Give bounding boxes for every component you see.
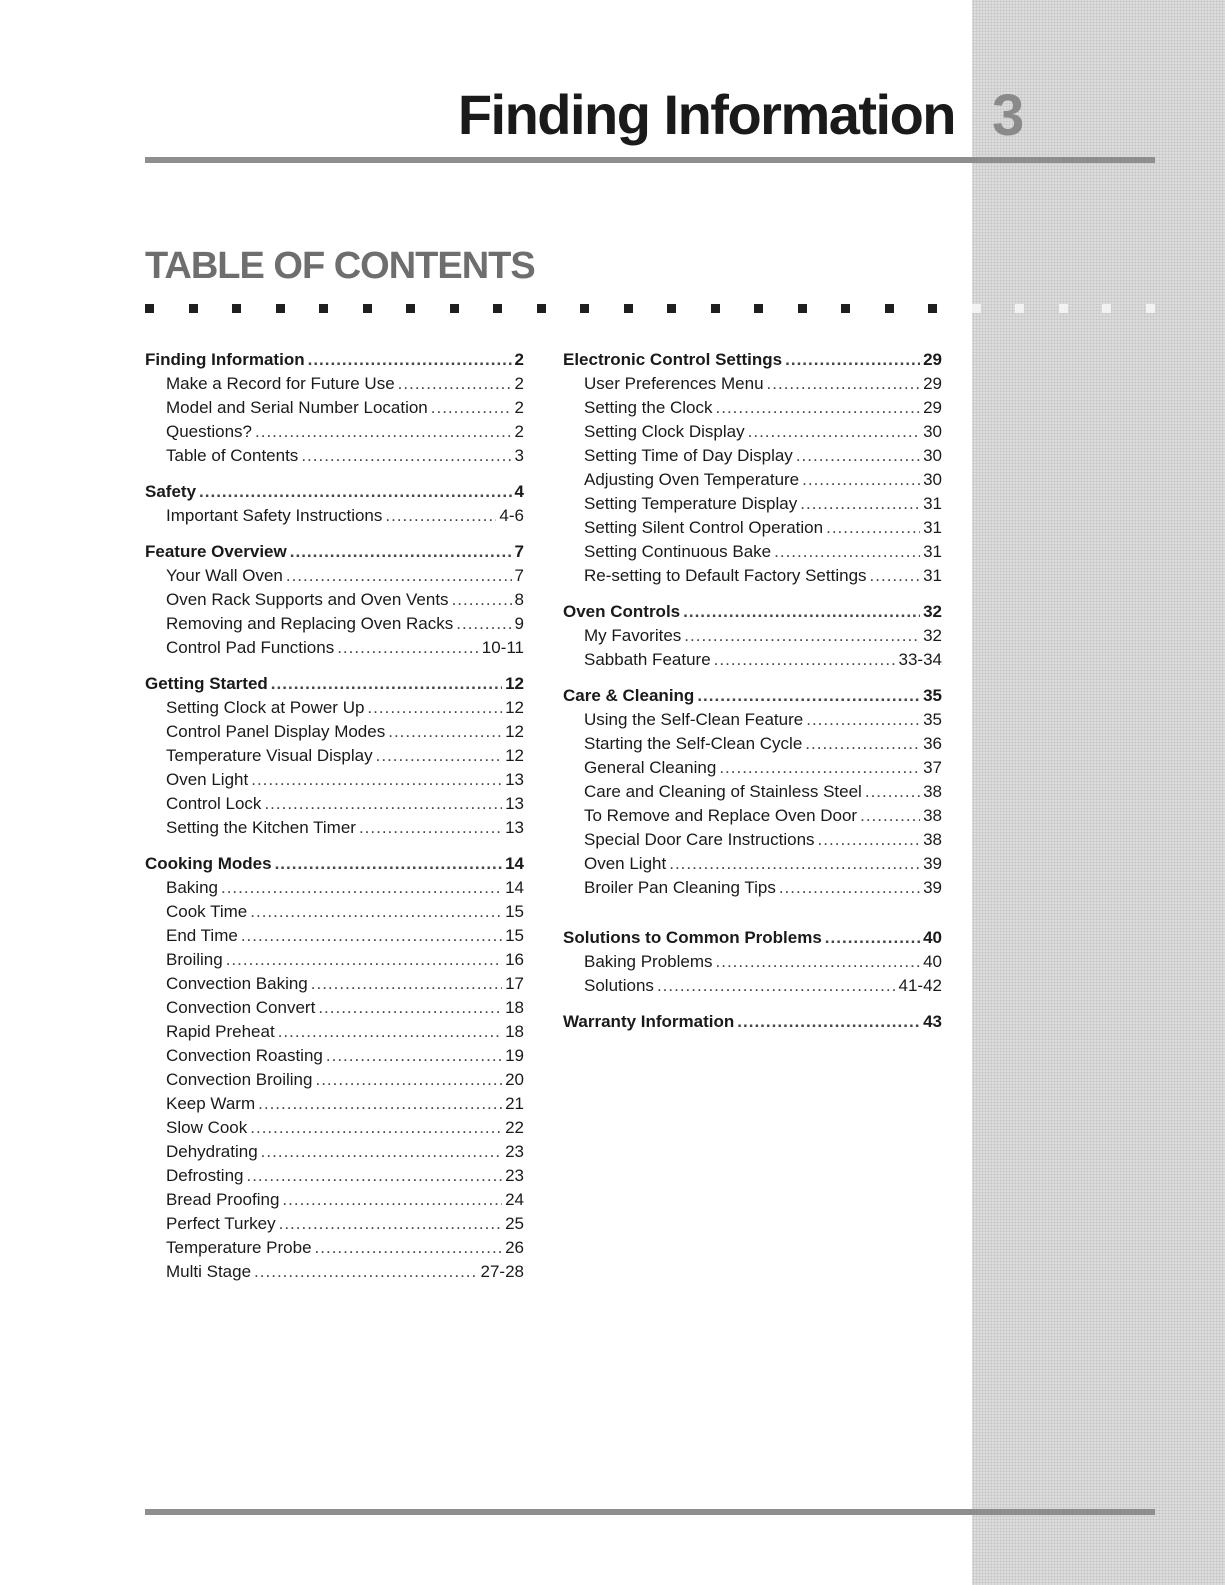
dot-leader: [367, 698, 502, 718]
toc-entry-label: Oven Light: [166, 770, 249, 789]
toc-entry-label: Setting Clock at Power Up: [166, 698, 365, 717]
dot-leader: [805, 734, 920, 754]
dot-leader: [279, 1214, 502, 1234]
toc-page-number: 33-34: [898, 650, 942, 669]
toc-entry-label: Baking Problems: [584, 952, 713, 971]
dot-leader: [865, 782, 920, 802]
toc-page-number: 43: [923, 1012, 942, 1031]
toc-entry[interactable]: [145, 1238, 524, 1262]
toc-entry-label: Convection Broiling: [166, 1070, 313, 1089]
toc-entry[interactable]: [145, 926, 524, 950]
toc-page-number: 2: [514, 374, 524, 393]
toc-entry-label: Control Lock: [166, 794, 262, 813]
toc-page-number: 18: [505, 998, 524, 1017]
dot-leader: [308, 350, 512, 370]
toc-entry-label: Cook Time: [166, 902, 248, 921]
toc-page-number: 31: [923, 542, 942, 561]
toc-entry-label: Feature Overview: [145, 542, 287, 561]
toc-page-number: 15: [505, 926, 524, 945]
dot-leader: [258, 1094, 502, 1114]
toc-entry[interactable]: [563, 470, 942, 494]
dot-leader: [779, 878, 920, 898]
toc-entry-label: Convection Baking: [166, 974, 308, 993]
toc-entry-label: Your Wall Oven: [166, 566, 283, 585]
toc-entry-label: Cooking Modes: [145, 854, 272, 873]
toc-entry-label: Special Door Care Instructions: [584, 830, 815, 849]
divider-square: [232, 304, 241, 313]
toc-page-number: 2: [514, 350, 524, 369]
toc-entry[interactable]: [563, 398, 942, 422]
toc-entry-label: Convection Roasting: [166, 1046, 323, 1065]
toc-entry[interactable]: [145, 998, 524, 1022]
toc-section-heading[interactable]: [563, 928, 942, 952]
dot-leader: [275, 854, 503, 874]
toc-entry[interactable]: [563, 446, 942, 470]
toc-page-number: 32: [923, 602, 942, 621]
dot-leader: [452, 590, 512, 610]
toc-page-number: 31: [923, 566, 942, 585]
toc-page-number: 39: [923, 878, 942, 897]
toc-entry[interactable]: [145, 974, 524, 998]
toc-entry[interactable]: [145, 1070, 524, 1094]
toc-entry-label: Setting Time of Day Display: [584, 446, 793, 465]
square-divider: [145, 304, 1155, 314]
toc-entry-label: Temperature Probe: [166, 1238, 312, 1257]
toc-entry-label: Setting Silent Control Operation: [584, 518, 824, 537]
toc-section: [145, 350, 524, 470]
toc-page-number: 40: [923, 952, 942, 971]
toc-page-number: 35: [923, 710, 942, 729]
dot-leader: [251, 770, 502, 790]
toc-page-number: 39: [923, 854, 942, 873]
toc-entry[interactable]: [563, 782, 942, 806]
divider-square: [667, 304, 676, 313]
toc-entry-label: Broiler Pan Cleaning Tips: [584, 878, 776, 897]
toc-entry-label: Slow Cook: [166, 1118, 248, 1137]
toc-entry[interactable]: [145, 746, 524, 770]
toc-section-heading[interactable]: [145, 542, 524, 566]
dot-leader: [714, 650, 896, 670]
toc-entry[interactable]: [145, 422, 524, 446]
toc-entry[interactable]: [145, 1142, 524, 1166]
toc-section: [563, 350, 942, 590]
toc-page-number: 13: [505, 794, 524, 813]
dot-leader: [337, 638, 479, 658]
toc-section: [563, 602, 942, 674]
toc-entry-label: Finding Information: [145, 350, 305, 369]
toc-page-number: 38: [923, 782, 942, 801]
toc-page-number: 30: [923, 470, 942, 489]
divider-square: [363, 304, 372, 313]
toc-entry-label: General Cleaning: [584, 758, 717, 777]
toc-page-number: 23: [505, 1142, 524, 1161]
toc-entry[interactable]: [563, 650, 942, 674]
toc-section: [145, 482, 524, 530]
dot-leader: [697, 686, 920, 706]
toc-entry-label: Bread Proofing: [166, 1190, 280, 1209]
toc-entry[interactable]: [563, 710, 942, 734]
toc-page-number: 2: [514, 398, 524, 417]
divider-square: [189, 304, 198, 313]
toc-entry-label: Table of Contents: [166, 446, 299, 465]
toc-entry[interactable]: [145, 506, 524, 530]
toc-page-number: 12: [505, 722, 524, 741]
toc-entry-label: Broiling: [166, 950, 223, 969]
toc-entry[interactable]: [145, 794, 524, 818]
divider-square: [145, 304, 154, 313]
dot-leader: [456, 614, 511, 634]
dot-leader: [800, 494, 920, 514]
toc-entry[interactable]: [145, 770, 524, 794]
toc-page-number: 7: [514, 542, 524, 561]
toc-entry-label: Perfect Turkey: [166, 1214, 276, 1233]
divider-square: [972, 304, 981, 313]
toc-page-number: 7: [514, 566, 524, 585]
divider-square: [493, 304, 502, 313]
toc-entry-label: End Time: [166, 926, 238, 945]
toc-page-number: 12: [505, 746, 524, 765]
toc-entry-label: Electronic Control Settings: [563, 350, 783, 369]
toc-entry[interactable]: [145, 1094, 524, 1118]
toc-entry-label: Model and Serial Number Location: [166, 398, 428, 417]
toc-section: [145, 674, 524, 842]
dot-leader: [767, 374, 921, 394]
toc-entry-label: Adjusting Oven Temperature: [584, 470, 800, 489]
toc-entry[interactable]: [145, 446, 524, 470]
toc-page-number: 20: [505, 1070, 524, 1089]
dot-leader: [684, 626, 920, 646]
dot-leader: [669, 854, 920, 874]
dot-leader: [246, 1166, 502, 1186]
dot-leader: [226, 950, 502, 970]
toc-page-number: 18: [505, 1022, 524, 1041]
toc-page-number: 37: [923, 758, 942, 777]
toc-entry-label: Re-setting to Default Factory Settings: [584, 566, 867, 585]
dot-leader: [774, 542, 920, 562]
toc-entry-label: Questions?: [166, 422, 252, 441]
dot-leader: [282, 1190, 502, 1210]
divider-square: [406, 304, 415, 313]
toc-entry-label: Sabbath Feature: [584, 650, 711, 669]
divider-square: [1102, 304, 1111, 313]
toc-section-heading[interactable]: [563, 1012, 942, 1036]
toc-section: [563, 928, 942, 1000]
dot-leader: [785, 350, 920, 370]
toc-entry[interactable]: [563, 976, 942, 1000]
toc-entry-label: Solutions to Common Problems: [563, 928, 822, 947]
toc-page-number: 27-28: [480, 1262, 524, 1281]
toc-entry[interactable]: [145, 614, 524, 638]
toc-page-number: 22: [505, 1118, 524, 1137]
dot-leader: [250, 902, 502, 922]
toc-page-number: 31: [923, 494, 942, 513]
dot-leader: [318, 998, 502, 1018]
toc-page-number: 29: [923, 398, 942, 417]
divider-square: [624, 304, 633, 313]
dot-leader: [737, 1012, 920, 1032]
toc-page-number: 2: [514, 422, 524, 441]
toc-page-number: 12: [505, 674, 524, 693]
top-rule: [145, 157, 1155, 163]
toc-page-number: 13: [505, 770, 524, 789]
toc-entry[interactable]: [145, 1166, 524, 1190]
toc-entry-label: Starting the Self-Clean Cycle: [584, 734, 803, 753]
toc-entry[interactable]: [563, 878, 942, 902]
toc-page-number: 26: [505, 1238, 524, 1257]
toc-page-number: 32: [923, 626, 942, 645]
toc-page-number: 14: [505, 878, 524, 897]
dot-leader: [802, 470, 920, 490]
dot-leader: [290, 542, 512, 562]
toc-entry-label: Make a Record for Future Use: [166, 374, 395, 393]
toc-entry-label: My Favorites: [584, 626, 682, 645]
dot-leader: [388, 722, 502, 742]
toc-entry[interactable]: [563, 542, 942, 566]
divider-square: [319, 304, 328, 313]
dot-leader: [796, 446, 920, 466]
toc-entry[interactable]: [563, 374, 942, 398]
toc-entry[interactable]: [145, 1190, 524, 1214]
toc-page-number: 30: [923, 422, 942, 441]
toc-entry[interactable]: [563, 830, 942, 854]
toc-entry-label: Rapid Preheat: [166, 1022, 275, 1041]
bottom-rule: [145, 1509, 1155, 1515]
toc-entry-label: Setting Temperature Display: [584, 494, 798, 513]
toc-page-number: 23: [505, 1166, 524, 1185]
toc-entry-label: Setting the Kitchen Timer: [166, 818, 356, 837]
toc-entry-label: Care and Cleaning of Stainless Steel: [584, 782, 862, 801]
toc-entry[interactable]: [563, 494, 942, 518]
toc-heading: TABLE OF CONTENTS: [145, 245, 535, 287]
toc-entry-label: Care & Cleaning: [563, 686, 695, 705]
toc-page-number: 8: [514, 590, 524, 609]
toc-entry[interactable]: [563, 422, 942, 446]
toc-page-number: 40: [923, 928, 942, 947]
toc-page-number: 30: [923, 446, 942, 465]
toc-entry[interactable]: [145, 722, 524, 746]
toc-entry-label: Defrosting: [166, 1166, 244, 1185]
dot-leader: [398, 374, 512, 394]
toc-entry-label: Convection Convert: [166, 998, 316, 1017]
toc-page-number: 4: [514, 482, 524, 501]
dot-leader: [657, 976, 896, 996]
toc-page-number: 29: [923, 350, 942, 369]
dot-leader: [241, 926, 502, 946]
toc-section-heading[interactable]: [145, 350, 524, 374]
divider-square: [1146, 304, 1155, 313]
divider-square: [754, 304, 763, 313]
toc-entry[interactable]: [145, 1118, 524, 1142]
divider-square: [450, 304, 459, 313]
toc-entry[interactable]: [145, 902, 524, 926]
toc-page-number: 13: [505, 818, 524, 837]
dot-leader: [818, 830, 921, 850]
dot-leader: [860, 806, 920, 826]
dot-leader: [683, 602, 920, 622]
toc-entry-label: Safety: [145, 482, 197, 501]
toc-page-number: 16: [505, 950, 524, 969]
toc-entry[interactable]: [563, 952, 942, 976]
toc-entry[interactable]: [563, 626, 942, 650]
toc-entry[interactable]: [145, 566, 524, 590]
toc-entry-label: Using the Self-Clean Feature: [584, 710, 804, 729]
toc-entry[interactable]: [145, 698, 524, 722]
dot-leader: [326, 1046, 502, 1066]
toc-page-number: 41-42: [898, 976, 942, 995]
toc-page-number: 19: [505, 1046, 524, 1065]
toc-page-number: 21: [505, 1094, 524, 1113]
toc-page-number: 17: [505, 974, 524, 993]
toc-entry-label: Oven Light: [584, 854, 667, 873]
toc-section-heading[interactable]: [145, 674, 524, 698]
divider-square: [928, 304, 937, 313]
toc-entry-label: Oven Rack Supports and Oven Vents: [166, 590, 449, 609]
dot-leader: [301, 446, 511, 466]
toc-entry[interactable]: [145, 398, 524, 422]
toc-entry[interactable]: [145, 818, 524, 842]
side-tab-band: [972, 0, 1225, 1585]
toc-page-number: 38: [923, 806, 942, 825]
dot-leader: [716, 952, 921, 972]
dot-leader: [311, 974, 502, 994]
toc-entry-label: Setting Continuous Bake: [584, 542, 772, 561]
toc-right-column: [563, 350, 942, 1048]
toc-section-heading[interactable]: [145, 854, 524, 878]
toc-entry-label: To Remove and Replace Oven Door: [584, 806, 858, 825]
toc-entry[interactable]: [145, 1046, 524, 1070]
toc-section-heading[interactable]: [563, 350, 942, 374]
toc-entry-label: Oven Controls: [563, 602, 681, 621]
divider-square: [1015, 304, 1024, 313]
toc-page-number: 15: [505, 902, 524, 921]
toc-entry-label: Setting the Clock: [584, 398, 713, 417]
toc-entry[interactable]: [563, 566, 942, 590]
toc-entry-label: Keep Warm: [166, 1094, 256, 1113]
toc-section: [563, 686, 942, 902]
toc-section: [145, 542, 524, 662]
toc-page-number: 3: [514, 446, 524, 465]
dot-leader: [719, 758, 920, 778]
toc-section-heading[interactable]: [145, 482, 524, 506]
dot-leader: [199, 482, 512, 502]
toc-page-number: 25: [505, 1214, 524, 1233]
dot-leader: [359, 818, 502, 838]
divider-square: [711, 304, 720, 313]
toc-entry[interactable]: [145, 950, 524, 974]
toc-entry[interactable]: [563, 806, 942, 830]
divider-square: [580, 304, 589, 313]
toc-entry-label: Multi Stage: [166, 1262, 252, 1281]
toc-entry[interactable]: [563, 518, 942, 542]
dot-leader: [286, 566, 512, 586]
dot-leader: [221, 878, 502, 898]
dot-leader: [264, 794, 502, 814]
dot-leader: [278, 1022, 502, 1042]
toc-page-number: 12: [505, 698, 524, 717]
dot-leader: [261, 1142, 502, 1162]
dot-leader: [250, 1118, 502, 1138]
divider-square: [885, 304, 894, 313]
toc-entry[interactable]: [563, 734, 942, 758]
toc-page-number: 35: [923, 686, 942, 705]
toc-page-number: 38: [923, 830, 942, 849]
toc-page-number: 10-11: [481, 638, 524, 657]
toc-page-number: 29: [923, 374, 942, 393]
toc-entry-label: Temperature Visual Display: [166, 746, 373, 765]
page-number: 3: [992, 83, 1025, 148]
dot-leader: [826, 518, 920, 538]
toc-page-number: 31: [923, 518, 942, 537]
toc-page-number: 36: [923, 734, 942, 753]
toc-entry[interactable]: [145, 1022, 524, 1046]
toc-page-number: 4-6: [499, 506, 524, 525]
toc-entry-label: Baking: [166, 878, 218, 897]
divider-square: [798, 304, 807, 313]
dot-leader: [315, 1238, 503, 1258]
toc-section: [145, 854, 524, 1286]
toc-section-heading[interactable]: [563, 686, 942, 710]
toc-entry-label: Warranty Information: [563, 1012, 735, 1031]
dot-leader: [870, 566, 921, 586]
dot-leader: [254, 1262, 477, 1282]
toc-page-number: 24: [505, 1190, 524, 1209]
toc-entry-label: Solutions: [584, 976, 654, 995]
toc-entry[interactable]: [563, 854, 942, 878]
toc-entry-label: Dehydrating: [166, 1142, 258, 1161]
toc-entry-label: Important Safety Instructions: [166, 506, 383, 525]
dot-leader: [806, 710, 920, 730]
divider-square: [276, 304, 285, 313]
dot-leader: [315, 1070, 502, 1090]
toc-entry[interactable]: [145, 1214, 524, 1238]
dot-leader: [385, 506, 496, 526]
dot-leader: [271, 674, 502, 694]
toc-entry[interactable]: [145, 590, 524, 614]
toc-entry[interactable]: [145, 374, 524, 398]
toc-entry-label: Control Panel Display Modes: [166, 722, 386, 741]
toc-entry[interactable]: [145, 638, 524, 662]
dot-leader: [748, 422, 920, 442]
toc-section: [563, 1012, 942, 1036]
toc-section-heading[interactable]: [563, 602, 942, 626]
dot-leader: [716, 398, 921, 418]
divider-square: [1059, 304, 1068, 313]
toc-left-column: [145, 350, 524, 1298]
dot-leader: [431, 398, 512, 418]
toc-entry-label: Removing and Replacing Oven Racks: [166, 614, 454, 633]
toc-entry-label: Getting Started: [145, 674, 268, 693]
toc-entry-label: User Preferences Menu: [584, 374, 764, 393]
chapter-title: Finding Information: [457, 83, 955, 146]
toc-entry-label: Control Pad Functions: [166, 638, 335, 657]
dot-leader: [825, 928, 920, 948]
dot-leader: [376, 746, 502, 766]
toc-page-number: 9: [514, 614, 524, 633]
toc-entry[interactable]: [145, 1262, 524, 1286]
toc-entry[interactable]: [145, 878, 524, 902]
divider-square: [537, 304, 546, 313]
divider-square: [841, 304, 850, 313]
toc-entry[interactable]: [563, 758, 942, 782]
toc-entry-label: Setting Clock Display: [584, 422, 745, 441]
dot-leader: [255, 422, 512, 442]
toc-page-number: 14: [505, 854, 524, 873]
